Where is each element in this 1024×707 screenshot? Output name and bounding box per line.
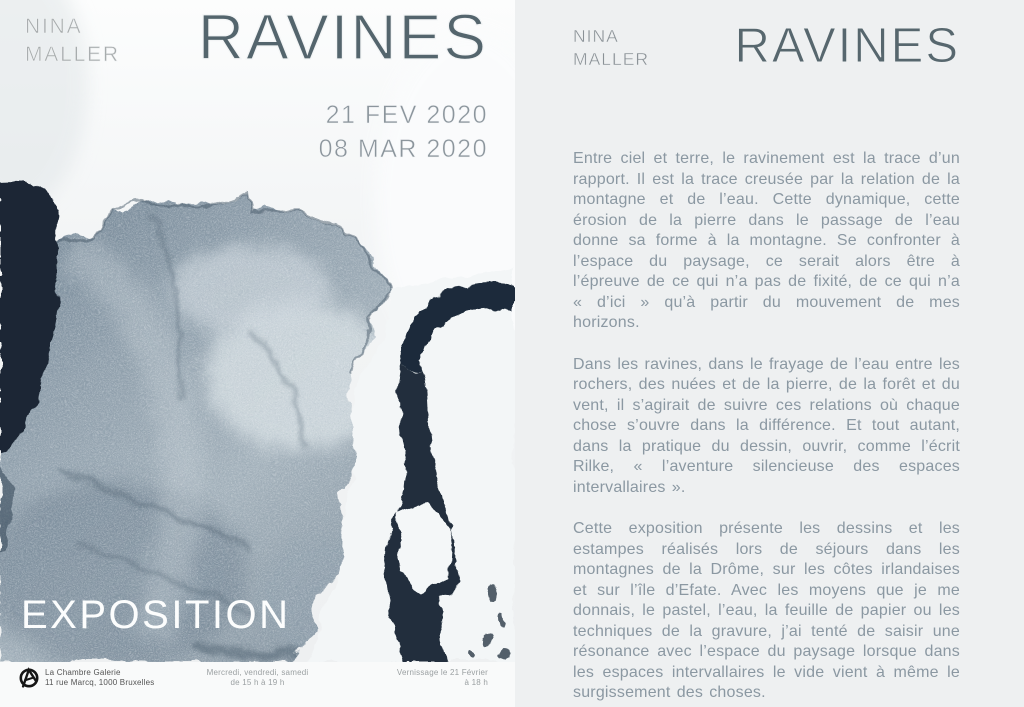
vernissage-date: Vernissage le 21 Février [396,668,488,677]
artist-first-name: NINA [573,26,619,46]
back-header [573,19,960,73]
exhibition-title-back: RAVINES [734,19,960,73]
vernissage-time: à 18 h [464,677,488,687]
artist-name-front [25,13,120,68]
flyer-back-panel [515,0,1024,707]
opening-days: Mercredi, vendredi, samedi [206,668,309,677]
opening-times: de 15 h à 19 h [230,677,285,687]
artist-first-name: NINA [25,15,83,38]
statement-paragraph: Cette exposition présente les dessins et les estampes réalisés lors de séjours dans les montagnes de la Drôme, sur les côtes irlandaises et sur l’île d’Efate. Avec les moyens que je me donnais, le pastel, l’eau, la feuille de papier ou les techniques de la gravure, j’ai tenté de saisir une résonance avec l’espace du paysage lorsque dans les espaces intervallaires le vide vient à même le surgissement des choses. [573,520,960,701]
flyer-footer [0,662,515,707]
exhibition-dates [319,99,488,166]
exhibition-statement [573,149,960,704]
end-date: 08 MAR 2020 [318,134,488,163]
exhibition-title-front: RAVINES [197,1,488,73]
gallery-address: 11 rue Marcq, 1000 Bruxelles [45,677,155,687]
statement-paragraph: Entre ciel et terre, le ravinement est la trace d’un rapport. Il est la trace creusée par la relation de la montagne et de l’eau. Cette dynamique, cette érosion de la pierre dans le passage de l’eau donne sa forme à la montagne. Se confronter à l’espace du paysage, ce serait alors être à l’épreuve de ce qui n’a pas de fixité, de ce qui n’a « d’ici » qu’à partir du mouvement de mes horizons. [573,150,960,331]
artist-name-back [573,22,649,71]
artist-last-name: MALLER [25,42,120,66]
gallery-name: La Chambre Galerie [45,668,121,677]
artist-last-name: MALLER [573,49,650,69]
exposition-label: EXPOSITION [21,593,291,637]
start-date: 21 FEV 2020 [325,101,488,129]
statement-paragraph: Dans les ravines, dans le frayage de l’eau entre les rochers, des nuées et de la pierre, de la forêt et du vent, il s’agirait de suivre ces relations où chaque chose s’ouvre dans la différence. Et tout autant, dans la pratique du dessin, ouvrir, comme l’écrit Rilke, « l’aventure silencieuse des espaces intervallaires ». [573,355,960,496]
vernissage-info [397,668,488,687]
